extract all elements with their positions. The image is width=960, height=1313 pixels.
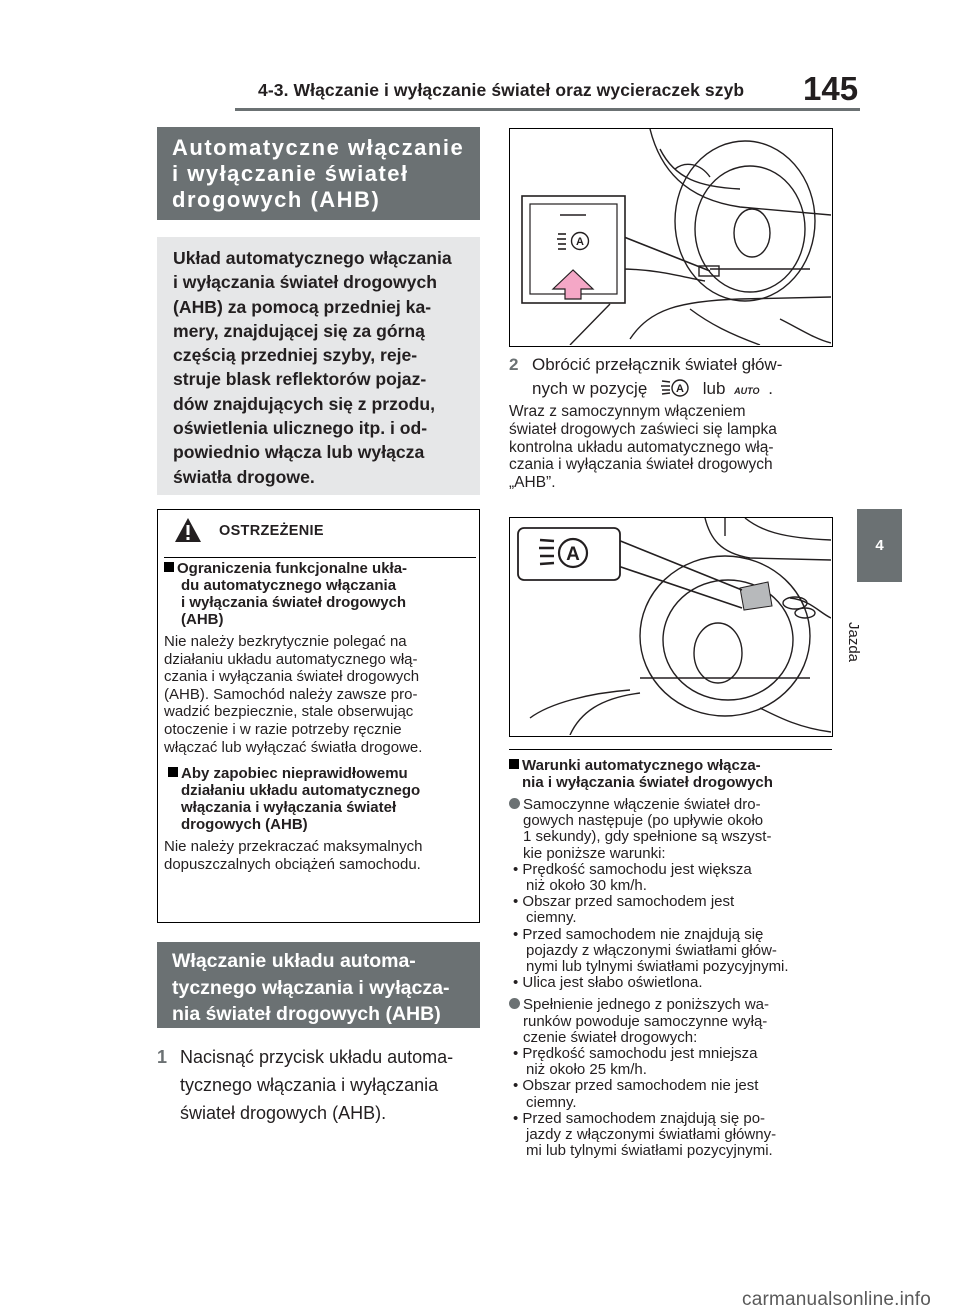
svg-text:A: A xyxy=(676,383,684,395)
list-item: • Prędkość samochodu jest mniejsza niż około 25 km/h. xyxy=(513,1045,758,1079)
figure-ahb-button xyxy=(509,128,833,347)
list-item: • Ulica jest słabo oświetlona. xyxy=(513,974,703,992)
svg-text:A: A xyxy=(576,236,584,248)
page-number: 145 xyxy=(803,70,859,107)
instrument-cluster-illustration xyxy=(510,518,831,735)
chapter-tab-label: Jazda xyxy=(845,622,862,663)
conditions-heading: Warunki automatycznego włącza- nia i wyłączania świateł drogowych xyxy=(509,758,833,791)
ahb-symbol-icon xyxy=(660,377,692,399)
warning-item2-body: Nie należy przekraczać maksymalnych dopuszczalnych obciążeń samochodu. xyxy=(164,838,423,873)
step-number: 1 xyxy=(157,1047,168,1067)
square-bullet-icon xyxy=(168,767,178,777)
chapter-tab: 4 xyxy=(857,509,902,582)
figure-ahb-indicator xyxy=(509,517,833,737)
svg-text:A: A xyxy=(566,544,580,565)
dashboard-illustration xyxy=(510,129,831,345)
list-item: • Przed samochodem znajdują się po- jazdy z włączonymi światłami główny- mi lub tylnymi światłami pozycyjnymi. xyxy=(513,1109,777,1160)
chapter-title: 4-3. Włączanie i wyłączanie świateł oraz wycieraczek szyb xyxy=(258,80,745,100)
square-bullet-icon xyxy=(164,562,174,572)
circle-bullet-icon xyxy=(509,798,520,809)
conditions-off: Spełnienie jednego z poniższych wa- runków powoduje samoczynne wyłą- czenie świateł drogowych: • Prędkość samochodu jest mniejsza niż około 25 km/h. • Obszar przed samochodem nie jest ciemny. • Przed samochodem znajdują się po- jazdy z włączonymi światłami główny- mi lub tylnymi światłami pozycyjnymi. xyxy=(509,997,833,1159)
auto-icon: AUTO xyxy=(734,386,760,396)
warning-title: OSTRZEŻENIE xyxy=(219,523,324,539)
warning-box xyxy=(157,509,480,923)
conditions-section xyxy=(509,758,833,1159)
warning-item2-heading: Aby zapobiec nieprawidłowemu działaniu układu automatycznego włączania i wyłączania świateł drogowych (AHB) xyxy=(164,765,476,833)
warning-item1-body: Nie należy bezkrytycznie polegać na działaniu układu automatycznego włą- czania i wyłączania świateł drogowych (AHB). Samochód należy zawsze pro- wadzić bezpiecznie, stale obserwując otoczenie i w razie potrzeby ręcznie włączać lub wyłączać światła drogowe. xyxy=(164,633,423,756)
conditions-divider xyxy=(509,749,832,750)
header-divider xyxy=(235,108,860,111)
list-item: • Obszar przed samochodem nie jest ciemny. xyxy=(513,1077,759,1111)
list-item: • Prędkość samochodu jest większa niż około 30 km/h. xyxy=(513,860,752,895)
step2-note: Wraz z samoczynnym włączeniem świateł drogowych zaświeci się lampka kontrolna układu automatycznego włą- czania i wyłączania świateł drogowych „AHB”. xyxy=(509,403,777,492)
section-heading-ahb: Automatyczne włączanie i wyłączanie świateł drogowych (AHB) xyxy=(157,127,480,220)
warning-triangle-icon xyxy=(174,517,202,543)
section-heading-enable: Włączanie układu automa- tycznego włączania i wyłącza- nia świateł drogowych (AHB) xyxy=(157,942,480,1028)
watermark: carmanualsonline.info xyxy=(742,1289,932,1310)
warning-item1-heading: Ograniczenia funkcjonalne ukła- du automatycznego włączania i wyłączania świateł drogowych (AHB) xyxy=(164,560,476,628)
list-item: • Obszar przed samochodem jest ciemny. xyxy=(513,893,735,927)
circle-bullet-icon xyxy=(509,998,520,1009)
list-item: • Przed samochodem nie znajdują się pojazdy z włączonymi światłami głów- nymi lub tylnymi światłami pozycyjnymi. xyxy=(513,925,789,976)
step-number: 2 xyxy=(509,355,519,374)
square-bullet-icon xyxy=(509,759,519,769)
warning-divider xyxy=(164,557,476,558)
intro-panel: Układ automatycznego włączania i wyłączania świateł drogowych (AHB) za pomocą przedniej ka- mery, znajdującej się za górną częścią przedniej szyby, reje- struje blask reflektorów pojaz- dów znajdujących się z przodu, oświetlenia ulicznego itp. i od- powiednio włącza lub wyłącza światła drogowe. xyxy=(157,237,480,495)
conditions-on: Samoczynne włączenie świateł dro- gowych następuje (po upływie około 1 sekundy), gdy spełnione są wszyst- kie poniższe warunki: • Prędkość samochodu jest większa niż około 30 km/h. • Obszar przed samochodem jest ciemny. • Przed samochodem nie znajdują się pojazdy z włączonymi światłami głów- nymi lub tylnymi światłami pozycyjnymi. • Ulica jest słabo oświetlona. xyxy=(509,797,833,991)
